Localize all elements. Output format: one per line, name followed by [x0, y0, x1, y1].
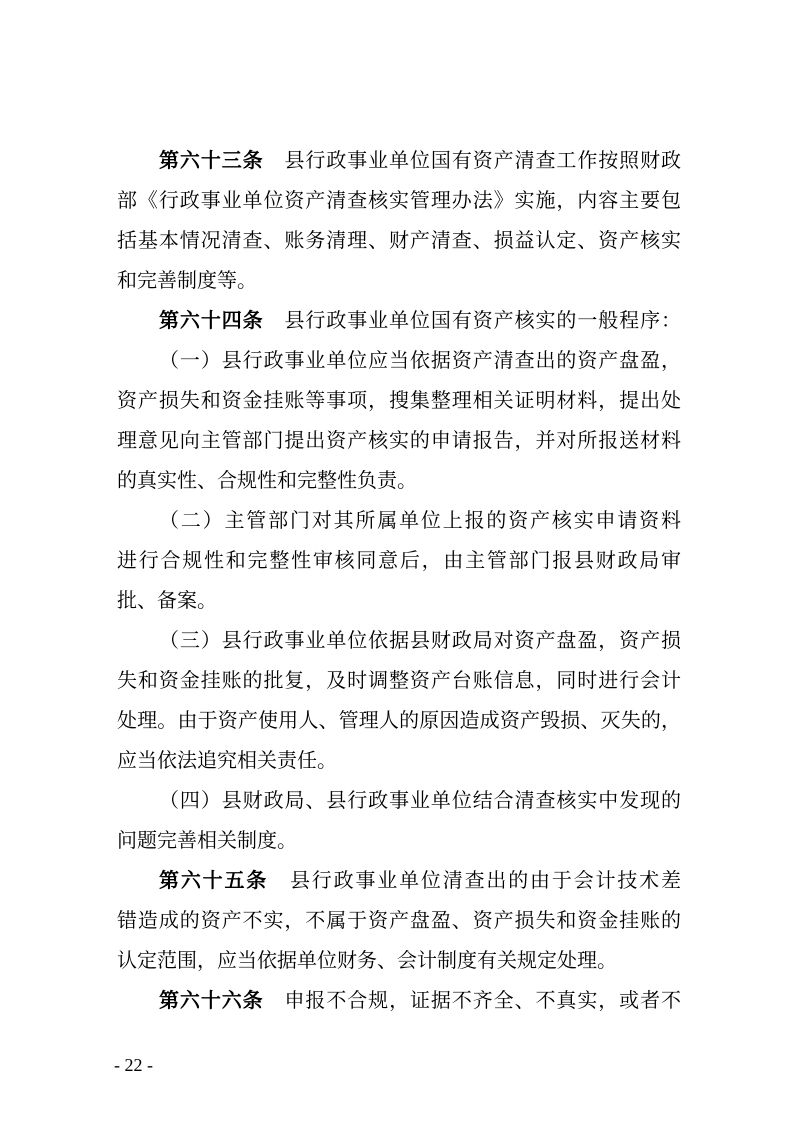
item-3-first-line: （三）县行政事业单位依据县财政局对资产盘盈，资产损 [159, 628, 681, 652]
text-line: 处理。由于资产使用人、管理人的原因造成资产毁损、灭失的， [117, 708, 681, 732]
text-line: 认定范围，应当依据单位财务、会计制度有关规定处理。 [117, 948, 617, 972]
article-65-first-line [117, 860, 681, 900]
text-line: 资产损失和资金挂账等事项，搜集整理相关证明材料，提出处 [117, 388, 681, 412]
article-66-text: 申报不合规，证据不齐全、不真实，或者不 [283, 988, 681, 1012]
page-number: - 22 - [114, 1055, 153, 1075]
item-1-first-line: （一）县行政事业单位应当依据资产清查出的资产盘盈， [159, 348, 681, 372]
article-64-first-line [117, 300, 681, 340]
text-line: 错造成的资产不实，不属于资产盘盈、资产损失和资金挂账的 [117, 908, 681, 932]
article-63-first-line [117, 140, 681, 180]
article-63-heading: 第六十三条 [159, 148, 264, 172]
item-4-first-line: （四）县财政局、县行政事业单位结合清查核实中发现的 [159, 788, 681, 812]
text-line: 部《行政事业单位资产清查核实管理办法》实施，内容主要包 [117, 188, 681, 212]
text-line: 进行合规性和完整性审核同意后，由主管部门报县财政局审 [117, 548, 681, 572]
article-64-heading: 第六十四条 [159, 308, 264, 332]
article-66-heading: 第六十六条 [159, 988, 264, 1012]
text-line: 批、备案。 [117, 588, 217, 612]
article-65-heading: 第六十五条 [159, 868, 269, 892]
text-line: 应当依法追究相关责任。 [117, 748, 337, 772]
text-line: 的真实性、合规性和完整性负责。 [117, 468, 417, 492]
text-line: 和完善制度等。 [117, 268, 257, 292]
article-64-text: 县行政事业单位国有资产核实的一般程序： [283, 308, 681, 332]
body-text [117, 140, 681, 1020]
article-66-first-line [117, 980, 681, 1020]
text-line: 问题完善相关制度。 [117, 828, 297, 852]
text-line: 失和资金挂账的批复，及时调整资产台账信息，同时进行会计 [117, 668, 681, 692]
item-2-first-line: （二）主管部门对其所属单位上报的资产核实申请资料 [159, 508, 681, 532]
article-63-text: 县行政事业单位国有资产清查工作按照财政 [283, 148, 681, 172]
text-line: 理意见向主管部门提出资产核实的申请报告，并对所报送材料 [117, 428, 681, 452]
article-65-text: 县行政事业单位清查出的由于会计技术差 [288, 868, 681, 892]
text-line: 括基本情况清查、账务清理、财产清查、损益认定、资产核实 [117, 228, 681, 252]
